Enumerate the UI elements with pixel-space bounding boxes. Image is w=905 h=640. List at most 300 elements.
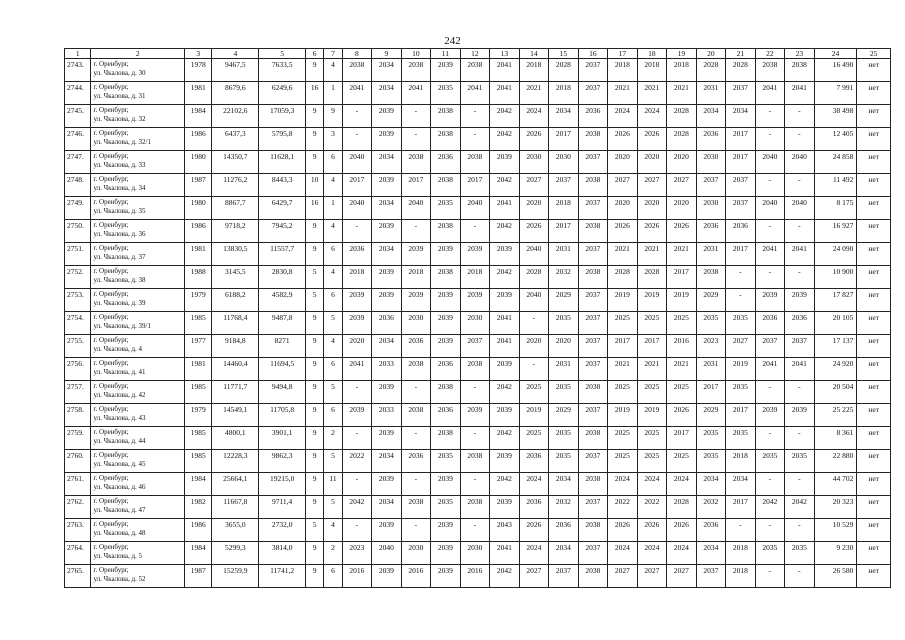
table-cell [431, 197, 461, 220]
table-cell [306, 335, 324, 358]
table-cell [259, 427, 306, 450]
table-cell [755, 220, 785, 243]
cell-value: 9 [312, 129, 317, 138]
cell-value: 2038 [585, 428, 601, 437]
table-cell [372, 59, 402, 82]
cell-value: 2017 [349, 175, 365, 184]
table-cell [324, 59, 342, 82]
table-cell [490, 128, 520, 151]
table-cell [857, 404, 891, 427]
cell-value: 2016 [673, 336, 689, 345]
cell-value: 2029 [555, 405, 571, 414]
cell-value: 2036 [437, 405, 453, 414]
table-cell [637, 496, 667, 519]
cell-value: 2038 [703, 267, 719, 276]
table-cell [259, 197, 306, 220]
table-row [65, 404, 891, 427]
table-cell [401, 82, 431, 105]
row-number: 2754. [67, 313, 84, 322]
cell-value: 2022 [349, 451, 365, 460]
table-cell [324, 565, 342, 588]
cell-value: 1987 [190, 175, 206, 184]
cell-value: 2035 [437, 198, 453, 207]
address-street: ул. Чкалова, д. 47 [93, 506, 146, 514]
table-cell [460, 496, 490, 519]
cell-value: 2034 [378, 336, 394, 345]
table-cell [185, 174, 212, 197]
table-cell [667, 105, 697, 128]
table-cell [431, 243, 461, 266]
table-cell [342, 358, 372, 381]
cell-value: 2036 [585, 106, 601, 115]
table-cell [185, 266, 212, 289]
cell-value: - [768, 520, 772, 529]
cell-value: 2021 [644, 244, 660, 253]
table-cell [324, 335, 342, 358]
table-row [65, 381, 891, 404]
cell-value: 2025 [526, 382, 542, 391]
cell-value: 9 [312, 60, 317, 69]
cell-value: - [798, 267, 801, 276]
table-cell [519, 197, 549, 220]
cell-value: 2026 [673, 405, 689, 414]
cell-value: 2025 [673, 382, 689, 391]
table-cell [372, 243, 402, 266]
cell-value: 2042 [496, 382, 512, 391]
table-cell [696, 450, 726, 473]
column-number-header: 24 [814, 49, 857, 59]
cell-value: 2025 [644, 382, 660, 391]
table-cell [372, 174, 402, 197]
cell-value: - [532, 359, 536, 368]
cell-value: - [768, 175, 772, 184]
cell-value: 17059,3 [269, 106, 295, 115]
table-cell [696, 312, 726, 335]
table-cell [608, 312, 638, 335]
cell-value: нет [868, 83, 879, 92]
table-cell [578, 358, 608, 381]
table-cell [431, 496, 461, 519]
cell-value: 2038 [437, 221, 453, 230]
cell-value: 1986 [190, 221, 206, 230]
table-cell [726, 174, 756, 197]
cell-value: 3 [331, 129, 335, 138]
cell-value: 2041 [496, 543, 512, 552]
cell-value: - [739, 520, 742, 529]
table-cell [519, 266, 549, 289]
table-cell [519, 105, 549, 128]
table-cell [726, 450, 756, 473]
cell-value: 2038 [437, 382, 453, 391]
table-cell [324, 105, 342, 128]
table-cell [755, 128, 785, 151]
table-cell [212, 496, 259, 519]
cell-value: 2035 [555, 313, 571, 322]
table-cell [667, 289, 697, 312]
table-cell [785, 151, 815, 174]
cell-value: 2025 [614, 313, 630, 322]
table-cell [726, 519, 756, 542]
cell-value: 2037 [585, 543, 601, 552]
table-cell [212, 128, 259, 151]
cell-value: 7633,5 [271, 60, 293, 69]
row-number-cell [65, 151, 91, 174]
cell-value: 2035 [703, 313, 719, 322]
table-cell [755, 542, 785, 565]
table-cell [814, 427, 857, 450]
cell-value: - [414, 428, 418, 437]
table-cell [785, 381, 815, 404]
cell-value: 2039 [378, 106, 394, 115]
cell-value: 2038 [467, 451, 483, 460]
row-number: 2753. [67, 290, 84, 299]
cell-value: - [768, 267, 772, 276]
table-cell [696, 151, 726, 174]
cell-value: 2040 [791, 152, 807, 161]
cell-value: 9 [312, 428, 317, 437]
table-cell [755, 174, 785, 197]
address-street: ул. Чкалова, д. 32/1 [93, 138, 151, 146]
cell-value: 2038 [467, 359, 483, 368]
cell-value: 2021 [644, 83, 660, 92]
column-number-header: 14 [519, 49, 549, 59]
address-street: ул. Чкалова, д. 32 [93, 115, 146, 123]
cell-value: 1986 [190, 520, 206, 529]
table-cell [431, 266, 461, 289]
table-cell [519, 473, 549, 496]
cell-value: 2026 [526, 129, 542, 138]
table-cell [857, 542, 891, 565]
address-street: ул. Чкалова, д. 52 [93, 575, 146, 583]
cell-value: 2027 [526, 566, 542, 575]
row-number: 2759. [67, 428, 84, 437]
cell-value: - [798, 175, 801, 184]
table-cell [608, 174, 638, 197]
cell-value: 8679,6 [225, 83, 246, 92]
address-street: ул. Чкалова, д. 37 [93, 253, 146, 261]
cell-value: нет [868, 405, 879, 414]
table-cell [578, 404, 608, 427]
table-cell [342, 450, 372, 473]
table-cell [755, 473, 785, 496]
table-cell [578, 151, 608, 174]
cell-value: нет [868, 451, 879, 460]
address-cell [91, 289, 185, 312]
cell-value: 2025 [614, 451, 630, 460]
cell-value: 2042 [496, 106, 512, 115]
table-cell [667, 358, 697, 381]
cell-value: 16 [310, 83, 319, 92]
row-number: 2746. [67, 129, 84, 138]
table-cell [185, 427, 212, 450]
column-number-header: 4 [212, 49, 259, 59]
table-cell [212, 358, 259, 381]
cell-value: 2042 [496, 428, 512, 437]
cell-value: 2041 [791, 83, 807, 92]
table-cell [212, 151, 259, 174]
cell-value: 2021 [614, 244, 630, 253]
table-cell [259, 519, 306, 542]
table-cell [306, 404, 324, 427]
cell-value: 2039 [378, 221, 394, 230]
cell-value: - [798, 474, 801, 483]
cell-value: 2036 [762, 313, 778, 322]
table-cell [306, 82, 324, 105]
cell-value: 2031 [703, 83, 719, 92]
cell-value: 11705,8 [270, 405, 295, 414]
table-cell [578, 473, 608, 496]
cell-value: - [355, 106, 359, 115]
table-cell [726, 220, 756, 243]
cell-value: 1985 [190, 313, 206, 322]
cell-value: 9467,5 [225, 60, 246, 69]
table-cell [460, 358, 490, 381]
cell-value: - [798, 129, 801, 138]
cell-value: - [768, 382, 772, 391]
table-cell [857, 496, 891, 519]
table-cell [785, 427, 815, 450]
cell-value: 9 [312, 313, 317, 322]
table-cell [306, 519, 324, 542]
cell-value: 2039 [496, 152, 512, 161]
address-city: г. Оренбург, [93, 290, 129, 298]
table-cell [696, 243, 726, 266]
table-cell [667, 565, 697, 588]
cell-value: 16 927 [832, 221, 854, 230]
cell-value: 2020 [614, 152, 630, 161]
cell-value: 2027 [614, 175, 630, 184]
table-cell [549, 243, 579, 266]
table-cell [324, 427, 342, 450]
table-cell [637, 243, 667, 266]
address-cell [91, 151, 185, 174]
table-cell [431, 128, 461, 151]
cell-value: 2 [331, 543, 335, 552]
table-row [65, 174, 891, 197]
cell-value: 2030 [408, 543, 424, 552]
cell-value: 2031 [555, 359, 571, 368]
table-cell [857, 381, 891, 404]
table-cell [578, 496, 608, 519]
cell-value: 2039 [762, 290, 778, 299]
row-number: 2764. [67, 543, 84, 552]
row-number: 2763. [67, 520, 84, 529]
table-cell [637, 59, 667, 82]
table-cell [401, 128, 431, 151]
cell-value: 11557,7 [270, 244, 295, 253]
table-cell [519, 519, 549, 542]
table-cell [785, 174, 815, 197]
cell-value: 1 [331, 83, 335, 92]
table-cell [608, 335, 638, 358]
table-cell [401, 197, 431, 220]
table-cell [431, 519, 461, 542]
cell-value: 6188,2 [225, 290, 246, 299]
address-city: г. Оренбург, [93, 474, 129, 482]
table-cell [549, 59, 579, 82]
cell-value: 2020 [555, 336, 571, 345]
table-cell [608, 542, 638, 565]
table-cell [490, 404, 520, 427]
cell-value: 8867,7 [225, 198, 246, 207]
cell-value: 2037 [555, 566, 571, 575]
cell-value: 6 [331, 290, 335, 299]
cell-value: 2040 [467, 198, 483, 207]
table-cell [306, 450, 324, 473]
table-cell [667, 473, 697, 496]
cell-value: нет [868, 152, 879, 161]
cell-value: нет [868, 336, 879, 345]
address-street: ул. Чкалова, д. 5 [93, 552, 143, 560]
table-row [65, 128, 891, 151]
table-cell [696, 174, 726, 197]
cell-value: 2019 [644, 405, 660, 414]
table-cell [857, 197, 891, 220]
cell-value: 2017 [703, 382, 719, 391]
cell-value: 2022 [644, 497, 660, 506]
table-cell [549, 450, 579, 473]
cell-value: 2018 [349, 267, 365, 276]
table-cell [185, 59, 212, 82]
cell-value: 2017 [555, 221, 571, 230]
cell-value: 2040 [349, 198, 365, 207]
cell-value: 12 405 [832, 129, 854, 138]
table-cell [306, 289, 324, 312]
cell-value: 2017 [673, 428, 689, 437]
cell-value: 2021 [673, 83, 689, 92]
cell-value: 2035 [762, 451, 778, 460]
table-cell [549, 266, 579, 289]
cell-value: 2021 [644, 359, 660, 368]
cell-value: 2018 [614, 60, 630, 69]
table-cell [755, 519, 785, 542]
cell-value: 2032 [555, 497, 571, 506]
table-cell [696, 519, 726, 542]
cell-value: 4 [331, 221, 335, 230]
table-cell [342, 427, 372, 450]
cell-value: 5299,3 [225, 543, 246, 552]
row-number: 2747. [67, 152, 84, 161]
row-number: 2760. [67, 451, 84, 460]
cell-value: 2018 [644, 60, 660, 69]
cell-value: 2037 [585, 313, 601, 322]
table-cell [637, 358, 667, 381]
table-cell [667, 59, 697, 82]
table-cell [431, 335, 461, 358]
cell-value: 2037 [585, 336, 601, 345]
cell-value: 3901,1 [271, 428, 293, 437]
table-cell [814, 128, 857, 151]
cell-value: 2036 [703, 221, 719, 230]
row-number-cell [65, 565, 91, 588]
table-cell [185, 519, 212, 542]
table-cell [431, 473, 461, 496]
column-number-header: 25 [857, 49, 891, 59]
table-cell [857, 358, 891, 381]
cell-value: 9 [312, 497, 317, 506]
cell-value: 2041 [496, 60, 512, 69]
cell-value: - [355, 382, 359, 391]
row-number-cell [65, 358, 91, 381]
table-cell [324, 358, 342, 381]
table-cell [185, 473, 212, 496]
cell-value: 2028 [673, 497, 689, 506]
table-cell [460, 59, 490, 82]
row-number-cell [65, 381, 91, 404]
table-cell [726, 266, 756, 289]
cell-value: 2039 [437, 60, 453, 69]
table-cell [696, 105, 726, 128]
cell-value: 2035 [791, 543, 807, 552]
table-cell [637, 289, 667, 312]
column-number-header: 6 [306, 49, 324, 59]
cell-value: 2031 [555, 244, 571, 253]
cell-value: 2034 [378, 83, 394, 92]
table-cell [490, 565, 520, 588]
cell-value: 2042 [496, 566, 512, 575]
table-row [65, 427, 891, 450]
cell-value: 2027 [614, 566, 630, 575]
table-cell [814, 289, 857, 312]
cell-value: 2027 [673, 175, 689, 184]
cell-value: 2042 [496, 267, 512, 276]
table-cell [549, 128, 579, 151]
cell-value: 2035 [732, 382, 748, 391]
table-cell [696, 427, 726, 450]
table-cell [372, 289, 402, 312]
table-cell [608, 519, 638, 542]
cell-value: 2039 [349, 405, 365, 414]
table-cell [857, 565, 891, 588]
cell-value: 2038 [437, 267, 453, 276]
cell-value: 2017 [614, 336, 630, 345]
cell-value: 2037 [585, 244, 601, 253]
column-number-header: 9 [372, 49, 402, 59]
cell-value: 2019 [673, 290, 689, 299]
cell-value: 2038 [437, 129, 453, 138]
table-cell [608, 197, 638, 220]
cell-value: 2039 [378, 474, 394, 483]
cell-value: 2036 [732, 221, 748, 230]
row-number: 2758. [67, 405, 84, 414]
table-cell [185, 404, 212, 427]
column-number-header: 1 [65, 49, 91, 59]
table-cell [372, 427, 402, 450]
cell-value: 14350,7 [223, 152, 248, 161]
table-cell [667, 381, 697, 404]
cell-value: 2019 [732, 359, 748, 368]
table-cell [460, 450, 490, 473]
cell-value: 9 [312, 221, 317, 230]
address-street: ул. Чкалова, д. 43 [93, 414, 146, 422]
cell-value: 2026 [644, 129, 660, 138]
table-cell [185, 542, 212, 565]
cell-value: 2029 [703, 405, 719, 414]
table-cell [212, 220, 259, 243]
cell-value: 5 [331, 382, 335, 391]
table-cell [608, 565, 638, 588]
table-cell [372, 358, 402, 381]
address-cell [91, 519, 185, 542]
cell-value: 2025 [673, 451, 689, 460]
cell-value: 2035 [555, 428, 571, 437]
cell-value: 15259,9 [223, 566, 248, 575]
table-cell [431, 289, 461, 312]
table-cell [755, 404, 785, 427]
cell-value: 2036 [703, 129, 719, 138]
address-cell [91, 266, 185, 289]
cell-value: 2028 [644, 267, 660, 276]
